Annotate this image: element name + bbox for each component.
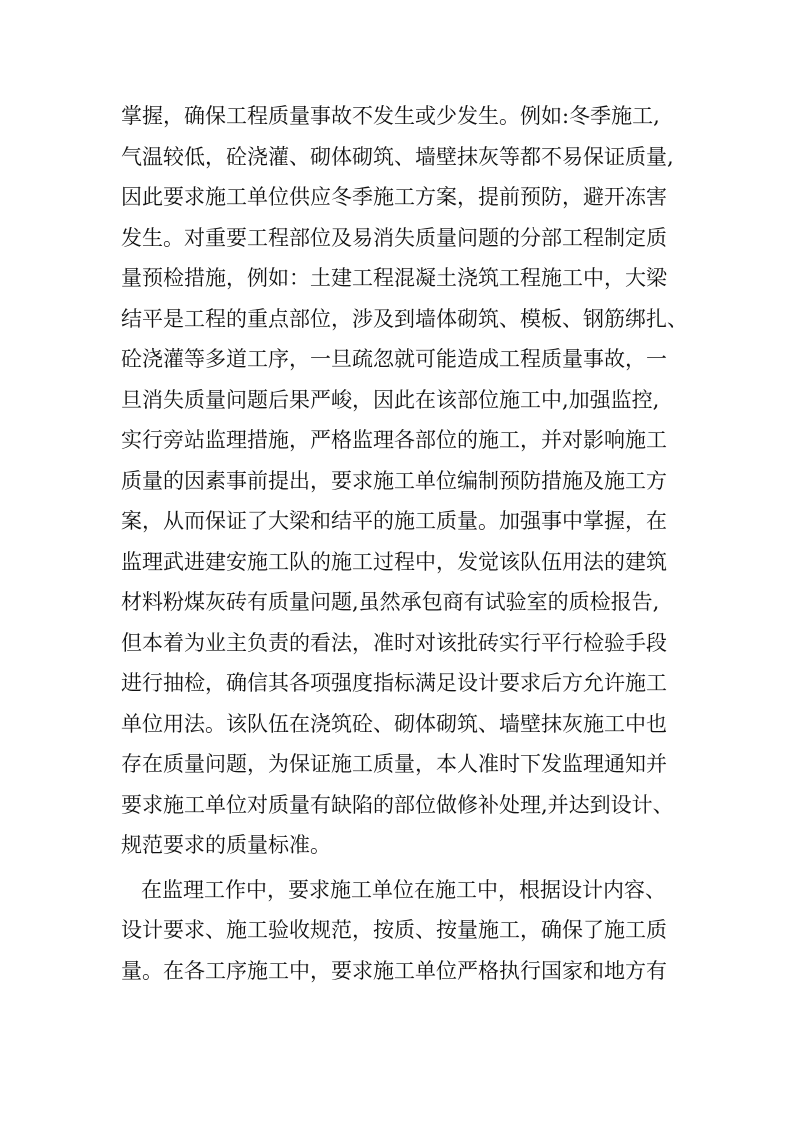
text-line: 但本着为业主负责的看法，准时对该批砖实行平行检验手段 [121,630,667,655]
text-line: 砼浇灌等多道工序，一旦疏忽就可能造成工程质量事故，一 [121,347,667,371]
text-line: 单位用法。该队伍在浇筑砼、砌体砌筑、墙壁抹灰施工中也 [121,711,667,736]
text-line: 要求施工单位对质量有缺陷的部位做修补处理,并达到设计、 [121,792,674,817]
text-line: 案，从而保证了大梁和结平的施工质量。加强事中掌握，在 [121,509,667,533]
text-line: 结平是工程的重点部位，涉及到墙体砌筑、模板、钢筋绑扎、 [121,306,688,331]
text-line: 监理武进建安施工队的施工过程中，发觉该队伍用法的建筑 [121,549,667,574]
text-line: 旦消失质量问题后果严峻，因此在该部位施工中,加强监控, [121,387,660,412]
text-line: 规范要求的质量标准。 [121,833,331,857]
text-line: 质量的因素事前提出，要求施工单位编制预防措施及施工方 [121,468,667,493]
text-line: 实行旁站监理措施，严格监理各部位的施工，并对影响施工 [121,428,667,452]
text-line: 气温较低，砼浇灌、砌体砌筑、墙壁抹灰等都不易保证质量, [121,144,674,169]
body-text [121,96,691,991]
text-line: 掌握，确保工程质量事故不发生或少发生。例如:冬季施工, [121,104,660,128]
text-line: 设计要求、施工验收规范，按质、按量施工，确保了施工质 [121,918,667,942]
text-line: 因此要求施工单位供应冬季施工方案，提前预防，避开冻害 [121,185,667,209]
text-line: 量预检措施，例如：土建工程混凝土浇筑工程施工中，大梁 [121,266,667,290]
paragraph [121,96,691,866]
text-line: 存在质量问题，为保证施工质量，本人准时下发监理通知并 [121,752,667,776]
paragraph [121,870,691,992]
text-line: 进行抽检，确信其各项强度指标满足设计要求后方允许施工 [121,671,667,695]
text-line: 量。在各工序施工中，要求施工单位严格执行国家和地方有 [121,958,667,983]
text-line: 发生。对重要工程部位及易消失质量问题的分部工程制定质 [121,225,667,250]
text-line: 在监理工作中，要求施工单位在施工中，根据设计内容、 [141,877,666,902]
text-line: 材料粉煤灰砖有质量问题,虽然承包商有试验室的质检报告, [121,590,660,614]
